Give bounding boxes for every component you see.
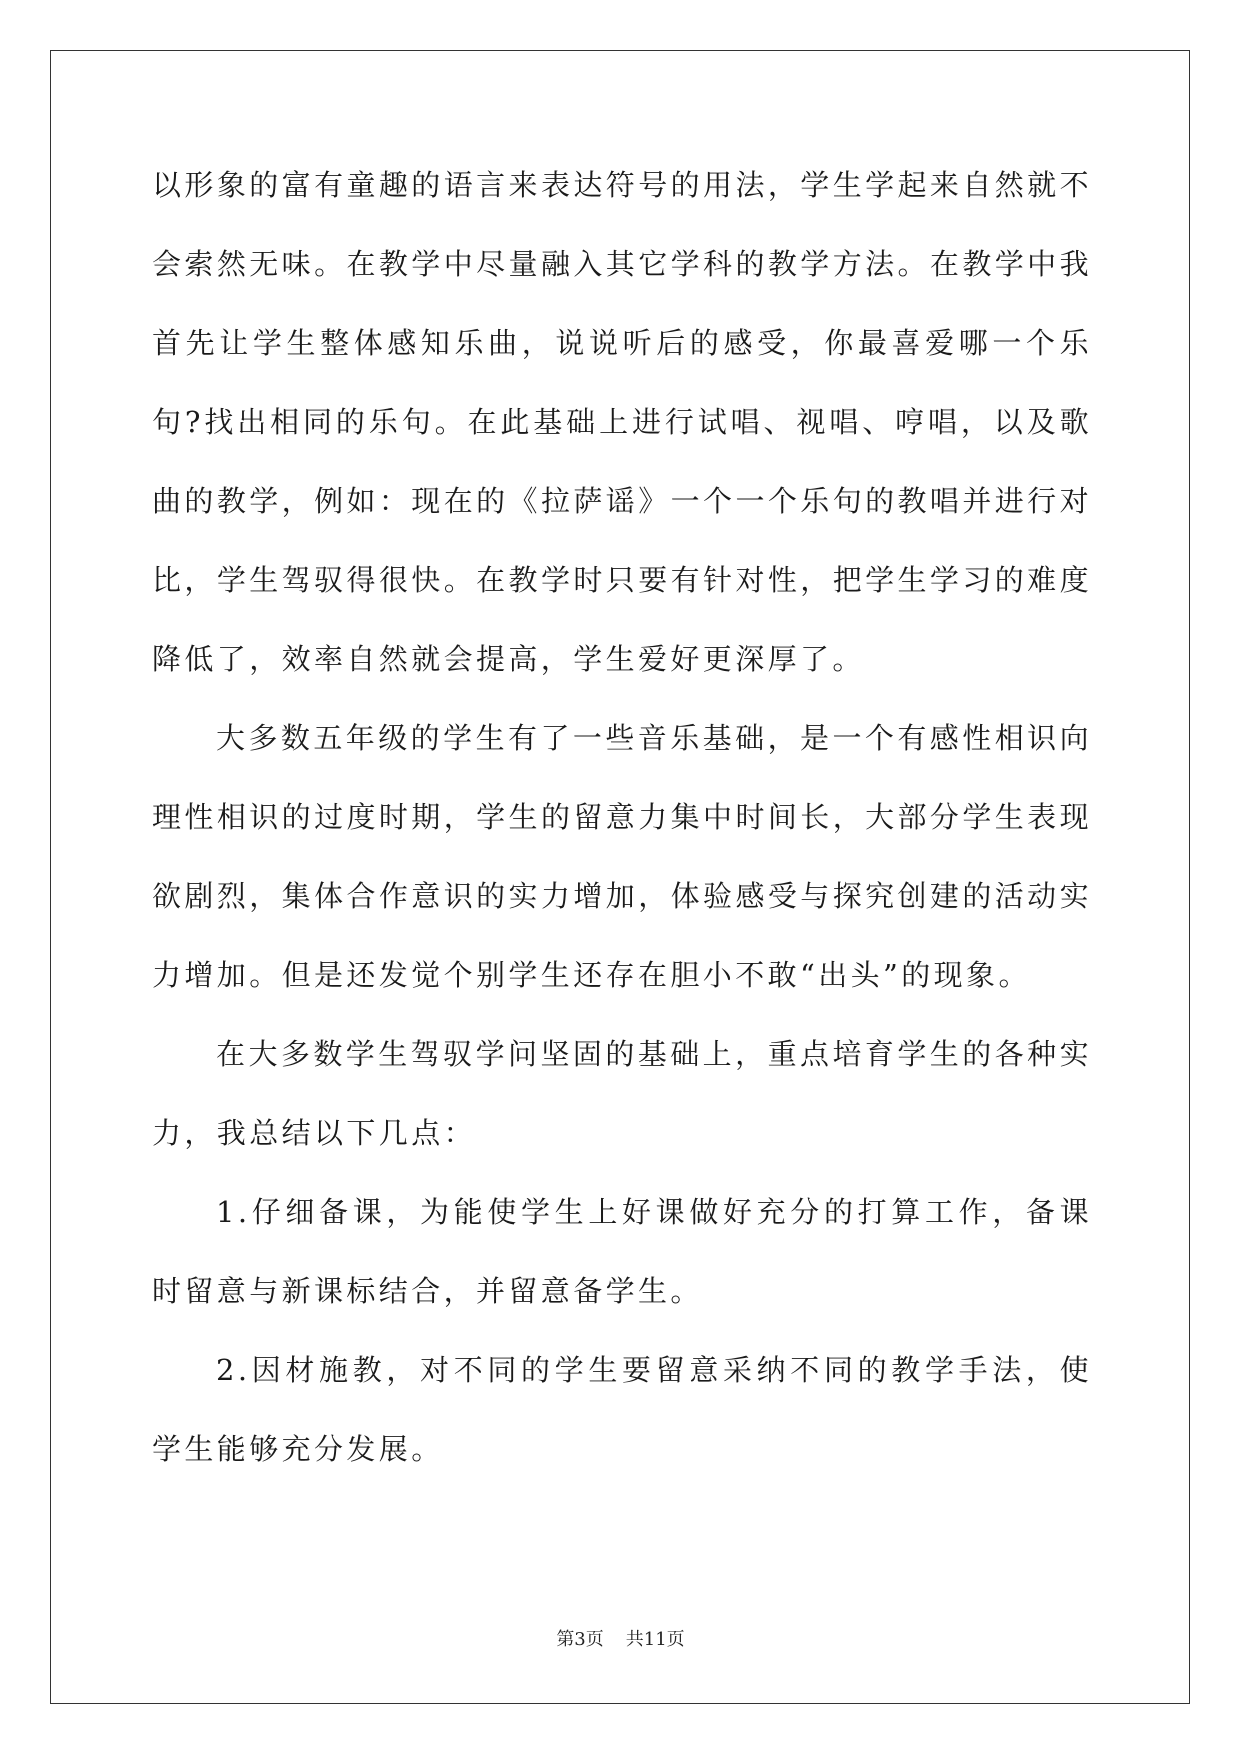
paragraph-5: 2.因材施教，对不同的学生要留意采纳不同的教学手法，使学生能够充分发展。 xyxy=(152,1353,1092,1466)
paragraph-2: 大多数五年级的学生有了一些音乐基础，是一个有感性相识向理性相识的过度时期，学生的留意力集中时间长，大部分学生表现欲剧烈，集体合作意识的实力增加，体验感受与探究创建的活动实力增加。但是还发觉个别学生还存在胆小不敢“出头”的现象。 xyxy=(152,721,1092,992)
page-footer xyxy=(0,1625,1241,1651)
document-body xyxy=(152,146,1092,1489)
paragraph-3: 在大多数学生驾驭学问坚固的基础上，重点培育学生的各种实力，我总结以下几点： xyxy=(152,1037,1092,1150)
page-total: 共11页 xyxy=(625,1629,685,1650)
paragraph-4: 1.仔细备课，为能使学生上好课做好充分的打算工作，备课时留意与新课标结合，并留意备学生。 xyxy=(152,1195,1092,1308)
page-number: 第3页 xyxy=(556,1629,604,1650)
paragraph-1: 以形象的富有童趣的语言来表达符号的用法，学生学起来自然就不会索然无味。在教学中尽量融入其它学科的教学方法。在教学中我首先让学生整体感知乐曲，说说听后的感受，你最喜爱哪一个乐句?找出相同的乐句。在此基础上进行试唱、视唱、哼唱，以及歌曲的教学，例如：现在的《拉萨谣》一个一个乐句的教唱并进行对比，学生驾驭得很快。在教学时只要有针对性，把学生学习的难度降低了，效率自然就会提高，学生爱好更深厚了。 xyxy=(152,168,1092,676)
